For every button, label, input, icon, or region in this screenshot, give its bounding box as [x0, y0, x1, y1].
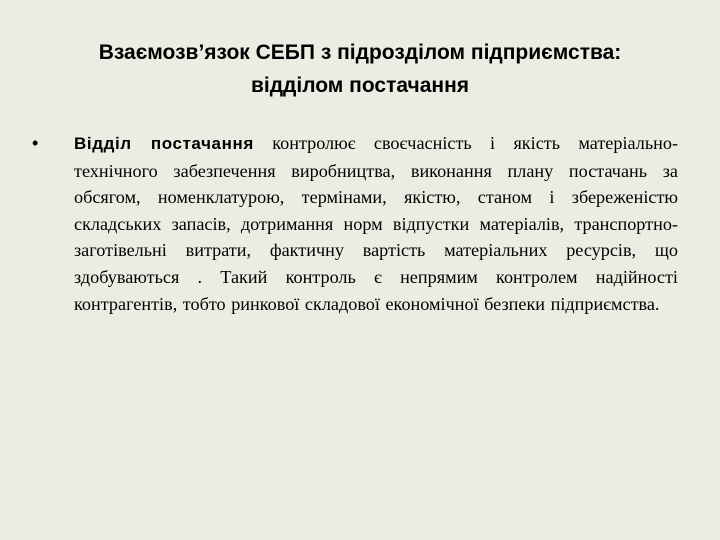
bullet-lead-text: Відділ постачання	[74, 134, 254, 153]
slide-title-line-2: відділом постачання	[250, 74, 470, 97]
bullet-paragraph	[74, 130, 678, 317]
bullet-item	[32, 130, 678, 317]
slide-body	[32, 130, 678, 317]
bullet-body-text: контролює своєчасність і якість матеріально-технічного забезпечення виробництва, виконання плану постачань за обсягом, номенклатурою, термінами, якістю, станом і збереженістю складських запасів, дотримання норм відпустки матеріалів, транспортно-заготівельні витрати, фактичну вартість матеріальних ресурсів, що здобуваються . Такий контроль є непрямим контролем надійності контрагентів, тобто ринкової складової економічної безпеки підприємства.	[74, 133, 678, 314]
bullet-marker: •	[32, 133, 39, 153]
slide-title-line-1: Взаємозв’язок СЕБП з підрозділом підприємства:	[98, 41, 622, 64]
slide-title	[20, 36, 700, 102]
